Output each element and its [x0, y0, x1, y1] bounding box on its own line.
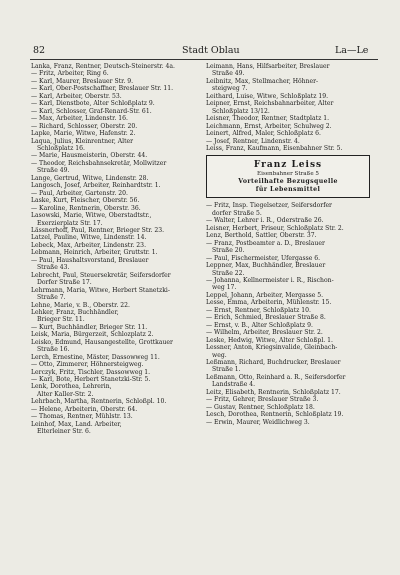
directory-entry: — Erwin, Maurer, Weidlichweg 3. — [206, 418, 310, 426]
directory-entry: Straße 43. — [37, 264, 70, 272]
directory-entry: Lehne, Marie, v. B., Oberstr. 22. — [31, 301, 130, 309]
directory-entry: Straße 1. — [212, 366, 241, 374]
right-column-bottom — [206, 202, 376, 426]
directory-entry: Leppner, Max, Buchhändler, Breslauer — [206, 262, 326, 270]
directory-entry: — Karl, Schlosser, Graf-Renard-Str. 61. — [31, 107, 152, 115]
directory-entry: Leisner, Herbert, Friseur, Schloßplatz Str. 2. — [206, 224, 344, 232]
ad-address: Eisenbahner Straße 5 — [256, 171, 319, 178]
directory-entry: Lasowski, Marie, Witwe, Oberstadtstr., — [31, 212, 152, 220]
directory-entry: steigweg 7. — [212, 85, 248, 93]
page-range: La—Le — [335, 45, 369, 56]
directory-entry: Lesse, Emma, Arbeiterin, Mühlenstr. 15. — [206, 299, 332, 307]
directory-entry: Leisko, Edmund, Hausangestellte, Grottkauer — [31, 338, 173, 346]
ad-slogan-line-2: für Lebensmittel — [255, 186, 321, 194]
directory-entry: — Karl, Dienstbote, Alter Schloßplatz 9. — [31, 100, 155, 108]
directory-entry: Leinhof, Max, Land. Arbeiter, — [31, 420, 122, 428]
directory-entry: — Paul, Arbeiter, Gartenstr. 20. — [31, 189, 128, 197]
directory-entry: Leichmann, Ernst, Arbeiter, Schulweg 2. — [206, 122, 332, 130]
directory-entry: Laske, Kurt, Fleischer, Oberstr. 56. — [31, 197, 140, 205]
directory-entry: Exerzierplatz Str. 17. — [37, 219, 103, 227]
directory-entry: — Walter, Lehrer i. R., Oderstraße 26. — [206, 217, 324, 225]
directory-entry: — Johanna, Kellnermeister i. R., Rischon- — [206, 276, 334, 284]
header-rule — [30, 59, 378, 60]
directory-entry: Straße 7. — [37, 294, 66, 302]
right-column-top — [206, 63, 376, 152]
directory-entry: Lerczyk, Fritz, Tischler, Dassowweg 1. — [31, 368, 151, 376]
directory-entry: Leske, Hedwig, Witwe, Alter Schloßpl. 1. — [206, 336, 333, 344]
directory-entry: — Erich, Schmied, Breslauer Straße 8. — [206, 314, 326, 322]
page-number: 82 — [33, 45, 46, 56]
directory-entry: Schloßplatz 16. — [37, 144, 85, 152]
directory-entry: Straße 22. — [212, 269, 245, 277]
directory-entry: Latzel, Pauline, Witwe, Lindenstr. 14. — [31, 234, 147, 242]
directory-entry: — Karl, Arbeiter, Oberstr. 53. — [31, 92, 122, 100]
directory-entry: Lässnerhoff, Paul, Rentner, Brieger Str. 23. — [31, 226, 165, 234]
right-column — [206, 63, 376, 426]
directory-entry: — Karl, Bote, Herbert Stanetzki-Str. 5. — [31, 376, 151, 384]
directory-entry: Straße 49. — [37, 167, 70, 175]
directory-entry: dorfer Straße 5. — [212, 209, 262, 217]
directory-entry: Leisner, Theodor, Rentner, Stadtplatz 1. — [206, 115, 330, 123]
directory-entry: — Ernst, Rentner, Schloßplatz 10. — [206, 306, 311, 314]
directory-entry: Lehrbach, Martha, Rentnerin, Schloßpl. 10. — [31, 398, 167, 406]
directory-entry: — Fritz, Arbeiter, Ring 6. — [31, 70, 109, 78]
directory-entry: — Karl, Ober-Postschaffner, Breslauer Str. 11. — [31, 85, 174, 93]
left-column — [31, 63, 201, 436]
directory-entry: weg. — [212, 351, 227, 359]
directory-entry: Straße 16. — [37, 346, 70, 354]
directory-entry: — Max, Arbeiter, Lindenstr. 16. — [31, 115, 128, 123]
directory-entry: Lange, Gertrud, Witwe, Lindenstr. 28. — [31, 174, 149, 182]
directory-entry: Straße 49. — [212, 70, 245, 78]
directory-entry: Leinert, Alfred, Maler, Schloßplatz 6. — [206, 130, 321, 138]
directory-entry: Lanka, Franz, Rentner, Deutsch-Steinerstr. 4a. — [31, 63, 175, 70]
directory-entry: Leibnitz, Max, Stellmacher, Höhner- — [206, 77, 319, 85]
directory-entry: — Ernst, v. B., Alter Schloßplatz 9. — [206, 321, 313, 329]
directory-entry: — Kurt, Buchhändler, Brieger Str. 11. — [31, 323, 148, 331]
directory-entry: Lenz, Berthold, Sattler, Oberstr. 37. — [206, 232, 317, 240]
directory-entry: — Theodor, Reichsbahnsekretär, Mollwitzer — [31, 159, 167, 167]
directory-entry: Laqua, Julius, Kleinrentner, Alter — [31, 137, 134, 145]
directory-entry: — Karl, Maurer, Breslauer Str. 9. — [31, 77, 134, 85]
directory-entry: — Helene, Arbeiterin, Oberstr. 64. — [31, 405, 138, 413]
directory-entry: Schloßplatz 13/12. — [212, 107, 270, 115]
ad-name: Franz Leiss — [253, 160, 323, 171]
directory-entry: Leipner, Ernst, Reichsbahnarbeiter, Alter — [206, 100, 334, 108]
ad-slogan-line-1: Vorteilhafte Bezugsquelle — [238, 178, 338, 186]
directory-entry: Leimann, Hans, Hilfsarbeiter, Breslauer — [206, 63, 330, 70]
directory-entry: — Otto, Zimmerer, Höhnersteigweg. — [31, 361, 144, 369]
directory-entry: Langosch, Josef, Arbeiter, Reinhardtstr. 1. — [31, 182, 161, 190]
directory-entry: Alter Kaller-Str. 2. — [37, 390, 94, 398]
directory-entry: Lebrecht, Paul, Steuersekretär, Seifersdorfer — [31, 271, 171, 279]
directory-entry: — Wilhelm, Arbeiter, Breslauer Str. 2. — [206, 329, 323, 337]
directory-entry: — Fritz, Insp. Tiegelsetzer, Seifersdorfer — [206, 202, 332, 210]
directory-entry: — Fritz, Gehrer, Breslauer Straße 3. — [206, 396, 319, 404]
directory-entry: — Gustav, Rentner, Schloßplatz 18. — [206, 403, 315, 411]
directory-entry: — Richard, Schlosser, Oberstr. 20. — [31, 122, 138, 130]
directory-entry: Lebmann, Heinrich, Arbeiter, Gruttstr. 1. — [31, 249, 158, 257]
page-title: Stadt Oblau — [182, 45, 240, 56]
directory-entry: Dorfer Straße 17. — [37, 279, 92, 287]
directory-entry: — Paul, Fischermeister, Ufergasse 6. — [206, 254, 321, 262]
directory-entry: Leßmann, Otto, Reinhard a. R., Seifersdorfer — [206, 373, 346, 381]
page-header — [0, 45, 400, 59]
directory-entry: — Josef, Rentner, Lindenstr. 4. — [206, 137, 300, 145]
directory-entry: Leithard, Luise, Witwe, Schloßplatz 19. — [206, 92, 329, 100]
directory-entry: Leppel, Johann, Arbeiter, Mergasse 5. — [206, 291, 324, 299]
directory-entry: Landstraße 4. — [212, 381, 256, 389]
directory-entry: Leiss, Franz, Kaufmann, Eisenbahner Str. 5. — [206, 144, 343, 152]
directory-entry: Lehker, Franz, Buchhändler, — [31, 308, 119, 316]
directory-entry: Leisk, Maria, Bürgerzeit, Schlozplatz 2. — [31, 331, 154, 339]
directory-entry: — Marie, Hausmeisterin, Oberstr. 44. — [31, 152, 148, 160]
advertisement-box — [206, 155, 370, 198]
directory-entry: Leßmann, Richard, Buchdrucker, Breslauer — [206, 358, 341, 366]
directory-entry: Lesch, Dorothea, Rentnerin, Schloßplatz 19. — [206, 411, 344, 419]
directory-entry: Lerch, Ernestine, Mäster, Dassowweg 11. — [31, 353, 160, 361]
directory-entry: — Karoline, Rentnerin, Oberstr. 36. — [31, 204, 141, 212]
directory-entry: — Franz, Postbeamter a. D., Breslauer — [206, 239, 325, 247]
directory-entry: weg 17. — [212, 284, 237, 292]
directory-entry: Lehrmann, Maria, Witwe, Herbert Stanetzki- — [31, 286, 170, 294]
directory-entry: Brieger Str. 11. — [37, 316, 85, 324]
directory-entry: — Paul, Haushaltsvorstand, Breslauer — [31, 256, 149, 264]
directory-entry: Lebeck, Max, Arbeiter, Lindenstr. 23. — [31, 241, 147, 249]
directory-entry: Straße 20. — [212, 247, 245, 255]
directory-entry: Lapke, Marie, Witwe, Hafenstr. 2. — [31, 130, 136, 138]
directory-entry: Lessner, Anton, Kriegsinvalide, Gleinbach- — [206, 344, 338, 352]
directory-entry: — Thomas, Rentner, Mühlstr. 13. — [31, 413, 133, 421]
directory-entry: Elterleiner Str. 6. — [37, 428, 91, 436]
directory-entry: Leitz, Elisabeth, Rentnerin, Schloßplatz 17. — [206, 388, 341, 396]
directory-entry: Lenk, Dorothea, Lehrerin, — [31, 383, 112, 391]
